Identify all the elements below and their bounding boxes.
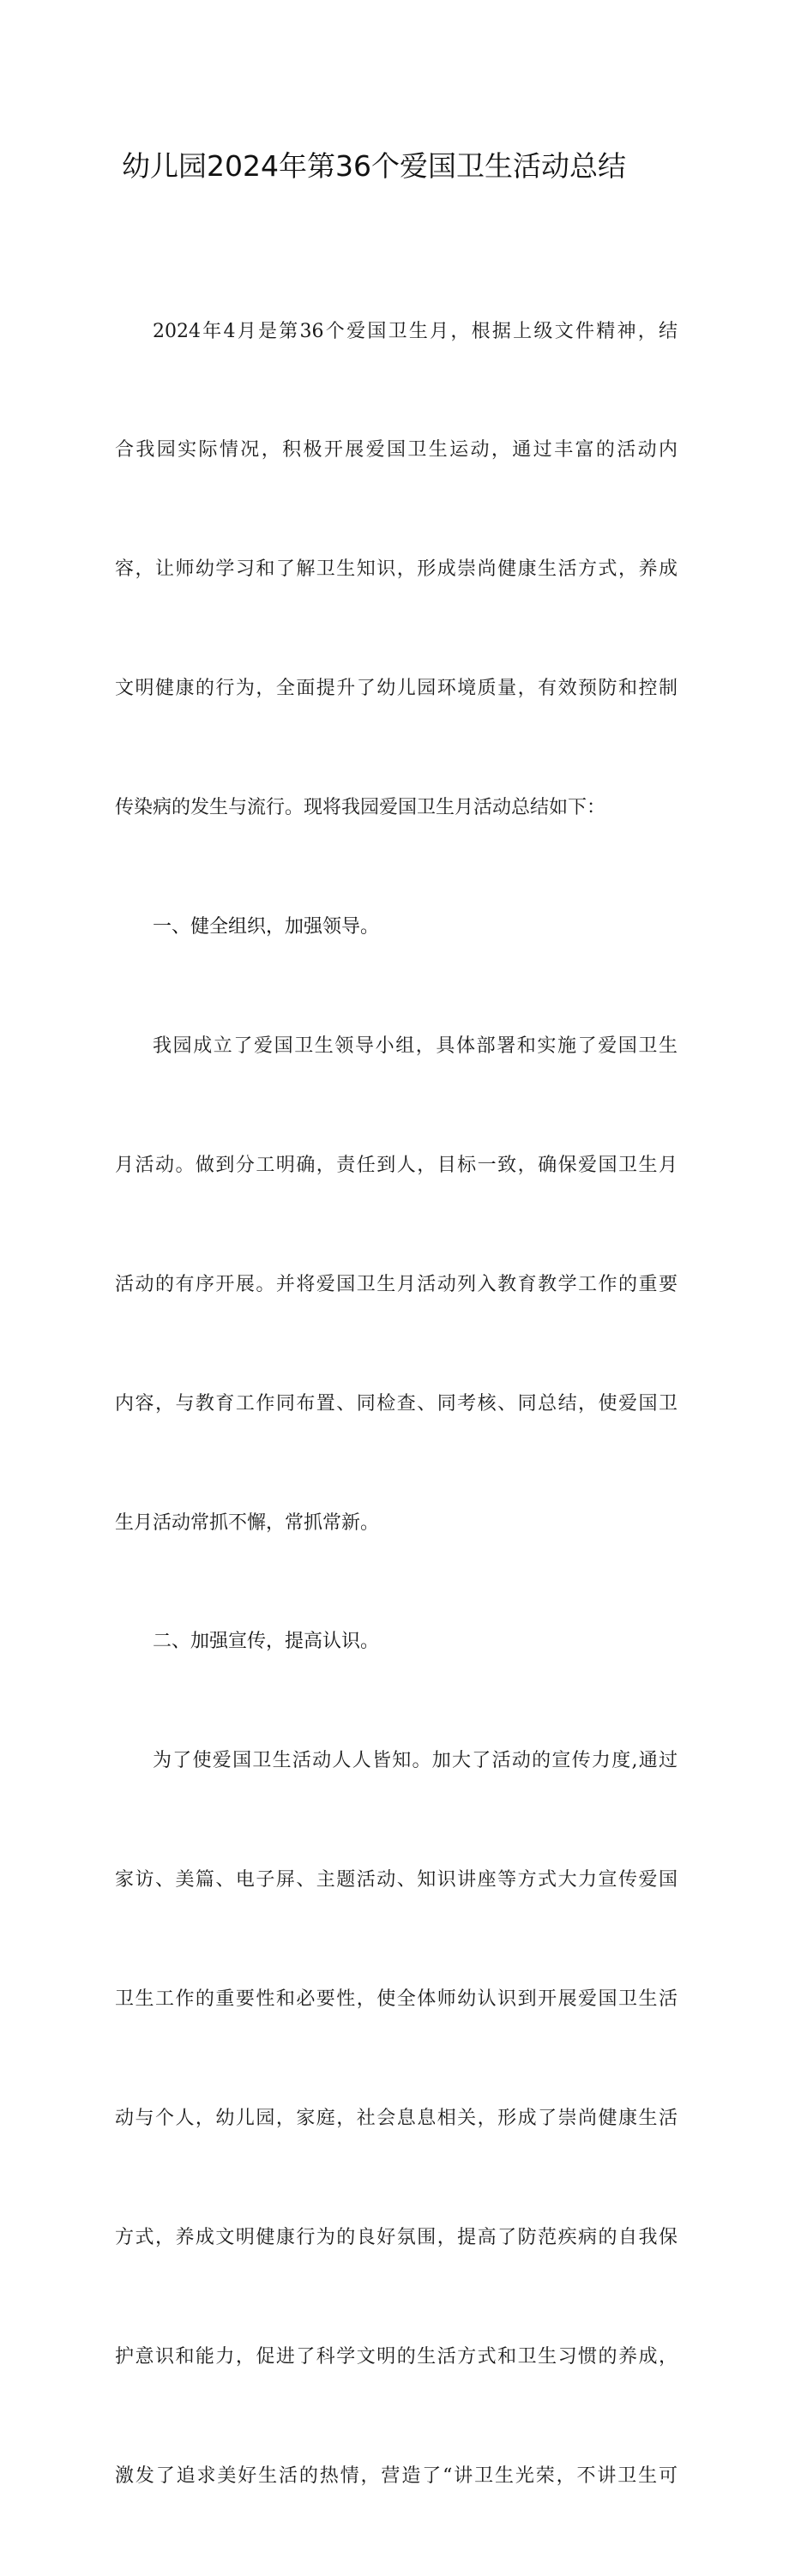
document-title: 幼儿园2024年第36个爱国卫生活动总结 [122, 149, 626, 183]
section-1-line: 月活动。做到分工明确，责任到人，目标一致，确保爱国卫生月 [115, 1154, 678, 1176]
intro-line: 2024年4月是第36个爱国卫生月，根据上级文件精神，结 [153, 320, 678, 342]
section-1-line: 我园成立了爱国卫生领导小组，具体部署和实施了爱国卫生 [153, 1035, 678, 1057]
section-2-heading: 二、加强宣传，提高认识。 [153, 1631, 380, 1653]
intro-line: 容，让师幼学习和了解卫生知识，形成崇尚健康生活方式，养成 [115, 558, 678, 581]
section-2-line: 激发了追求美好生活的热情，营造了“讲卫生光荣，不讲卫生可 [115, 2464, 678, 2487]
section-2-paragraph [115, 1662, 678, 2576]
intro-line: 传染病的发生与流行。现将我园爱国卫生月活动总结如下： [115, 797, 606, 819]
section-2-line: 卫生工作的重要性和必要性，使全体师幼认识到开展爱国卫生活 [115, 1988, 678, 2011]
section-1-line: 内容，与教育工作同布置、同检查、同考核、同总结，使爱国卫 [115, 1392, 678, 1415]
document-body [115, 232, 678, 2576]
intro-line: 文明健康的行为，全面提升了幼儿园环境质量，有效预防和控制 [115, 678, 678, 700]
section-2-line: 为了使爱国卫生活动人人皆知。加大了活动的宣传力度,通过 [153, 1750, 678, 1772]
section-2-line: 动与个人，幼儿园，家庭，社会息息相关，形成了崇尚健康生活 [115, 2107, 678, 2129]
section-2-line: 护意识和能力，促进了科学文明的生活方式和卫生习惯的养成， [115, 2345, 678, 2368]
section-1-line: 活动的有序开展。并将爱国卫生月活动列入教育教学工作的重要 [115, 1273, 678, 1295]
section-1-heading: 一、健全组织，加强领导。 [153, 916, 380, 938]
intro-line: 合我园实际情况，积极开展爱国卫生运动，通过丰富的活动内 [115, 439, 678, 462]
section-2-line: 方式，养成文明健康行为的良好氛围，提高了防范疾病的自我保 [115, 2226, 678, 2248]
section-1-line: 生月活动常抓不懈，常抓常新。 [115, 1511, 380, 1534]
intro-paragraph [115, 232, 678, 908]
section-1-paragraph [115, 947, 678, 1622]
section-2-line: 家访、美篇、电子屏、主题活动、知识讲座等方式大力宣传爱国 [115, 1869, 678, 1891]
